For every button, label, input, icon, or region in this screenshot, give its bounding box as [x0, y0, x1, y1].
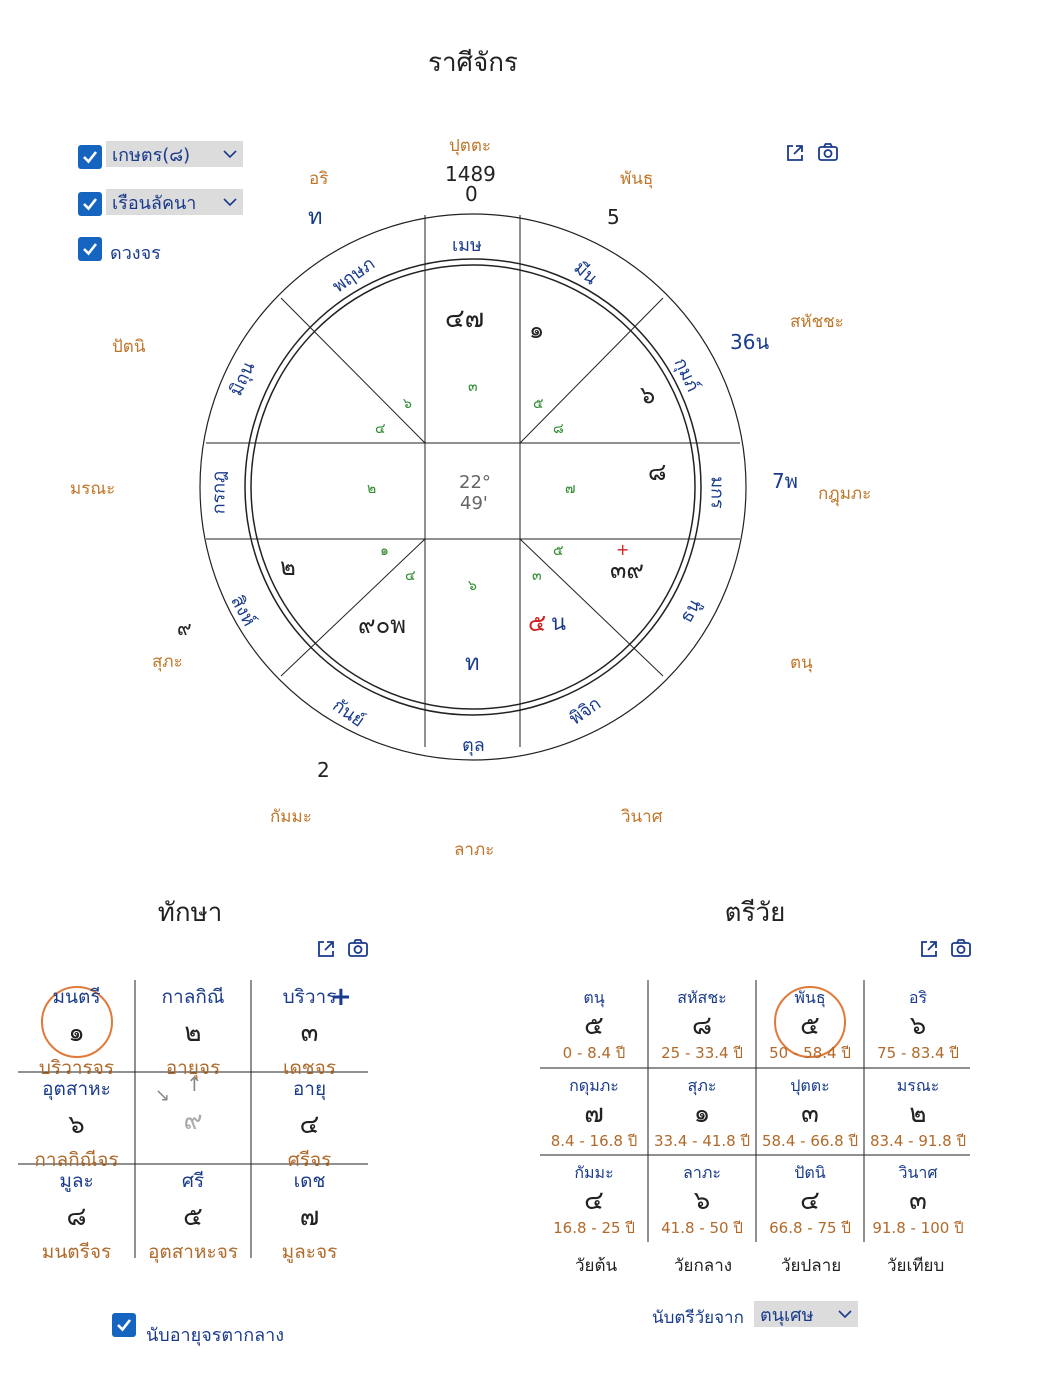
- triwai-cell[interactable]: [864, 1161, 972, 1248]
- triwai-cell[interactable]: [756, 986, 864, 1074]
- triwai-cell[interactable]: [648, 1161, 756, 1248]
- inner-top-big: ๔๗: [445, 304, 485, 334]
- inner-bot-num-red: ๕: [528, 609, 547, 637]
- triwai-title: ตรีวัย: [724, 898, 786, 928]
- triwai-range: 75 - 83.4 ปี: [877, 1044, 959, 1062]
- value-thirtysix: 36น: [730, 330, 770, 354]
- value-five: 5: [607, 205, 620, 229]
- triwai-name: อริ: [908, 988, 928, 1007]
- triwai-cell[interactable]: [756, 1161, 864, 1248]
- inner-bl-small2: ๔: [405, 568, 416, 584]
- taksa-name: มูละ: [59, 1170, 94, 1192]
- value-top-zero: 0: [465, 182, 478, 206]
- taksa-cell[interactable]: [251, 1074, 368, 1171]
- taksa-num: ๖: [68, 1110, 85, 1140]
- label-labha: ลาภะ: [454, 840, 495, 860]
- inner-top-small: ๓: [468, 379, 478, 395]
- inner-tl-small2: ๔: [375, 421, 386, 437]
- chevron-down-icon: [838, 1309, 852, 1319]
- triwai-num: ๕: [584, 1011, 604, 1041]
- label-sahatcha: สหัชชะ: [790, 312, 844, 332]
- taksa-grid: [18, 982, 370, 1263]
- taksa-name: ศรี: [181, 1170, 205, 1192]
- triwai-cell[interactable]: [540, 986, 648, 1074]
- inner-tr-big: ๑: [529, 316, 545, 344]
- checkbox-ruen[interactable]: [78, 192, 102, 216]
- triwai-name: กัมมะ: [574, 1163, 614, 1182]
- taksa-sub: เดชจร: [282, 1057, 337, 1079]
- triwai-cell[interactable]: [864, 986, 972, 1074]
- center-minute: 49': [460, 493, 488, 514]
- check-icon: [81, 240, 99, 258]
- taksa-sub: มูละจร: [281, 1241, 338, 1263]
- label-tanu: ตนุ: [790, 653, 813, 673]
- checkbox-duangjorn[interactable]: [78, 237, 102, 261]
- label-patni: ปัตนิ: [112, 337, 146, 357]
- label-subha: สุภะ: [152, 652, 183, 672]
- inner-bot-small: ๖: [468, 578, 477, 594]
- camera-icon[interactable]: [817, 142, 841, 166]
- label-marana: มรณะ: [70, 479, 116, 499]
- plus-icon[interactable]: +: [330, 982, 352, 1012]
- triwai-name: ลาภะ: [683, 1163, 721, 1182]
- triwai-cell[interactable]: [648, 1074, 756, 1161]
- triwai-range: 41.8 - 50 ปี: [661, 1219, 743, 1237]
- triwai-num: ๗: [584, 1099, 604, 1129]
- triwai-num: ๓: [801, 1099, 819, 1129]
- select-ruen-value: เรือนลัคนา: [112, 192, 197, 214]
- taksa-cell[interactable]: [135, 1166, 251, 1263]
- open-external-icon[interactable]: [316, 939, 340, 963]
- value-nine: ๙: [177, 616, 192, 640]
- taksa-cell[interactable]: [135, 982, 251, 1079]
- value-top: 1489: [445, 162, 496, 186]
- chevron-down-icon: [223, 197, 237, 207]
- open-external-icon[interactable]: [785, 143, 809, 167]
- triwai-range: 25 - 33.4 ปี: [661, 1044, 743, 1062]
- sign-kumbha: กุมภ์: [669, 354, 704, 396]
- center-degree: 22°: [459, 472, 491, 493]
- triwai-cell[interactable]: [540, 1074, 648, 1161]
- inner-tr2-big: ๖: [640, 381, 656, 409]
- age-label-1: วัยต้น: [575, 1256, 618, 1276]
- sign-tula: ตุล: [462, 735, 485, 756]
- triwai-num: ๒: [909, 1099, 927, 1129]
- count-from-label: นับตรีวัยจาก: [652, 1308, 744, 1328]
- label-kadumpha: กฎุมภะ: [818, 484, 872, 504]
- triwai-range: 8.4 - 16.8 ปี: [550, 1132, 638, 1150]
- triwai-range: 0 - 8.4 ปี: [562, 1044, 626, 1062]
- triwai-range: 66.8 - 75 ปี: [769, 1219, 851, 1237]
- sign-makara: มกร: [706, 476, 728, 509]
- inner-bl-small1: ๑: [380, 543, 389, 559]
- taksa-cell-center[interactable]: [135, 1074, 251, 1166]
- inner-bot-big: ท: [465, 651, 480, 676]
- triwai-range: 91.8 - 100 ปี: [872, 1219, 964, 1237]
- taksa-name: อายุ: [292, 1078, 327, 1100]
- label-putta: ปุตตะ: [449, 136, 492, 156]
- sign-mesha: เมษ: [452, 235, 482, 256]
- taksa-num: ๑: [68, 1018, 85, 1048]
- triwai-name: พันธุ: [794, 988, 826, 1007]
- open-external-icon[interactable]: [919, 939, 943, 963]
- taksa-cell[interactable]: [18, 982, 135, 1079]
- check-icon: [81, 195, 99, 213]
- triwai-num: ๓: [909, 1186, 927, 1216]
- triwai-num: ๕: [800, 1011, 820, 1041]
- check-icon: [115, 1316, 133, 1334]
- taksa-cell[interactable]: [18, 1166, 135, 1263]
- label-winat: วินาศ: [621, 807, 663, 827]
- taksa-num: ๔: [299, 1110, 320, 1140]
- inner-tr-small2: ๘: [553, 421, 564, 437]
- label-pantu: พันธุ: [620, 169, 654, 189]
- value-two: 2: [317, 758, 330, 782]
- triwai-name: ตนุ: [583, 988, 605, 1007]
- taksa-sub: กาลกิณีจร: [34, 1149, 119, 1171]
- taksa-name: เดช: [293, 1170, 326, 1192]
- triwai-name: สหัสชะ: [677, 988, 727, 1007]
- triwai-range: 83.4 - 91.8 ปี: [869, 1132, 967, 1150]
- sign-prueksha: พฤษภ: [328, 253, 379, 298]
- taksa-name: มนตรี: [52, 986, 101, 1008]
- triwai-num: ๘: [691, 1011, 713, 1041]
- triwai-range: 33.4 - 41.8 ปี: [653, 1132, 751, 1150]
- triwai-name: สุภะ: [687, 1076, 717, 1095]
- inner-left-big: ๒: [280, 553, 296, 581]
- chart-title: ราศีจักร: [427, 48, 518, 78]
- taksa-name: อุตสาหะ: [42, 1078, 111, 1100]
- checkbox-duangjorn-label: ดวงจร: [110, 243, 161, 264]
- taksa-num: ๓: [300, 1018, 319, 1048]
- triwai-range: 16.8 - 25 ปี: [553, 1219, 635, 1237]
- taksa-name: กาลกิณี: [161, 986, 225, 1008]
- sign-dhanu: ธนู: [675, 595, 706, 627]
- age-label-3: วัยปลาย: [781, 1256, 842, 1276]
- label-kamma: กัมมะ: [270, 807, 312, 827]
- sign-kanya: กันย์: [328, 695, 369, 732]
- taksa-sub: บริวารจร: [38, 1057, 115, 1079]
- check-icon: [81, 148, 99, 166]
- triwai-range: 58.4 - 66.8 ปี: [761, 1132, 859, 1150]
- triwai-range: 50 - 58.4 ปี: [769, 1044, 851, 1062]
- count-from-select-value: ตนุเศษ: [760, 1304, 814, 1326]
- camera-icon[interactable]: [347, 938, 371, 962]
- checkbox-ayu-jorn[interactable]: [112, 1313, 136, 1337]
- taksa-num: ๗: [299, 1202, 320, 1232]
- taksa-cell[interactable]: [251, 1166, 368, 1263]
- age-label-4: วัยเทียบ: [887, 1256, 945, 1276]
- value-tho: ท: [308, 205, 323, 230]
- taksa-sub: อายุจร: [165, 1057, 221, 1079]
- checkbox-kaset[interactable]: [78, 145, 102, 169]
- sign-pijik: พิจิก: [565, 693, 605, 730]
- inner-br-small2: ๓: [532, 568, 542, 584]
- label-ari: อริ: [309, 169, 329, 189]
- inner-right-small: ๗: [565, 481, 576, 497]
- triwai-cell[interactable]: [864, 1074, 972, 1161]
- value-sevenw: 7พ: [772, 469, 798, 493]
- taksa-num: ๙: [183, 1106, 203, 1136]
- triwai-cell[interactable]: [648, 986, 756, 1074]
- inner-br-plus: +: [616, 540, 630, 559]
- triwai-cell[interactable]: [756, 1074, 864, 1161]
- taksa-sub: อุตสาหะจร: [147, 1241, 239, 1263]
- select-kaset[interactable]: [106, 141, 243, 167]
- taksa-num: ๒: [184, 1018, 202, 1048]
- inner-tl-small1: ๖: [403, 396, 412, 412]
- inner-left-small: ๒: [367, 481, 377, 497]
- sign-karakot: กรกฎ: [208, 470, 230, 515]
- taksa-num: ๕: [183, 1202, 203, 1232]
- taksa-sub: ศรีจร: [287, 1149, 332, 1171]
- inner-right-big: ๘: [648, 458, 667, 486]
- count-from-select[interactable]: [754, 1301, 858, 1327]
- taksa-name: บริวาร: [282, 986, 337, 1008]
- taksa-title: ทักษา: [157, 898, 223, 928]
- inner-br-big: ๓๙: [610, 556, 644, 584]
- age-label-2: วัยกลาง: [674, 1256, 733, 1276]
- triwai-num: ๖: [693, 1186, 711, 1216]
- triwai-num: ๔: [584, 1186, 604, 1216]
- triwai-name: กดุมภะ: [569, 1076, 619, 1095]
- taksa-cell[interactable]: [251, 982, 368, 1079]
- checkbox-ayu-jorn-label: นับอายุจรตากลาง: [146, 1325, 285, 1346]
- taksa-sub: มนตรีจร: [41, 1241, 112, 1263]
- triwai-name: ปัตนิ: [794, 1163, 826, 1182]
- select-kaset-value: เกษตร(๘): [112, 144, 191, 166]
- triwai-grid: [540, 986, 972, 1248]
- triwai-num: ๖: [909, 1011, 927, 1041]
- arrow-down-right-icon: ↘: [155, 1085, 171, 1106]
- sign-methun: มิถุน: [225, 358, 260, 400]
- taksa-num: ๘: [66, 1202, 87, 1232]
- chevron-down-icon: [223, 149, 237, 159]
- camera-icon[interactable]: [950, 938, 974, 962]
- inner-bot-num-navy: น: [551, 611, 567, 636]
- inner-bl-big: ๙๐พ: [358, 611, 407, 639]
- sign-mina: มีน: [569, 257, 602, 290]
- inner-br-small1: ๕: [553, 543, 564, 559]
- triwai-cell[interactable]: [540, 1161, 648, 1248]
- inner-tr-small1: ๕: [533, 396, 544, 412]
- triwai-name: ปุตตะ: [790, 1076, 830, 1095]
- triwai-name: มรณะ: [896, 1076, 940, 1095]
- sign-singha: สิงห์: [226, 592, 260, 630]
- arrow-up-icon: ↑: [186, 1072, 203, 1096]
- triwai-name: วินาศ: [898, 1163, 938, 1182]
- taksa-cell[interactable]: [18, 1074, 135, 1171]
- triwai-num: ๔: [800, 1186, 820, 1216]
- triwai-num: ๑: [693, 1099, 711, 1129]
